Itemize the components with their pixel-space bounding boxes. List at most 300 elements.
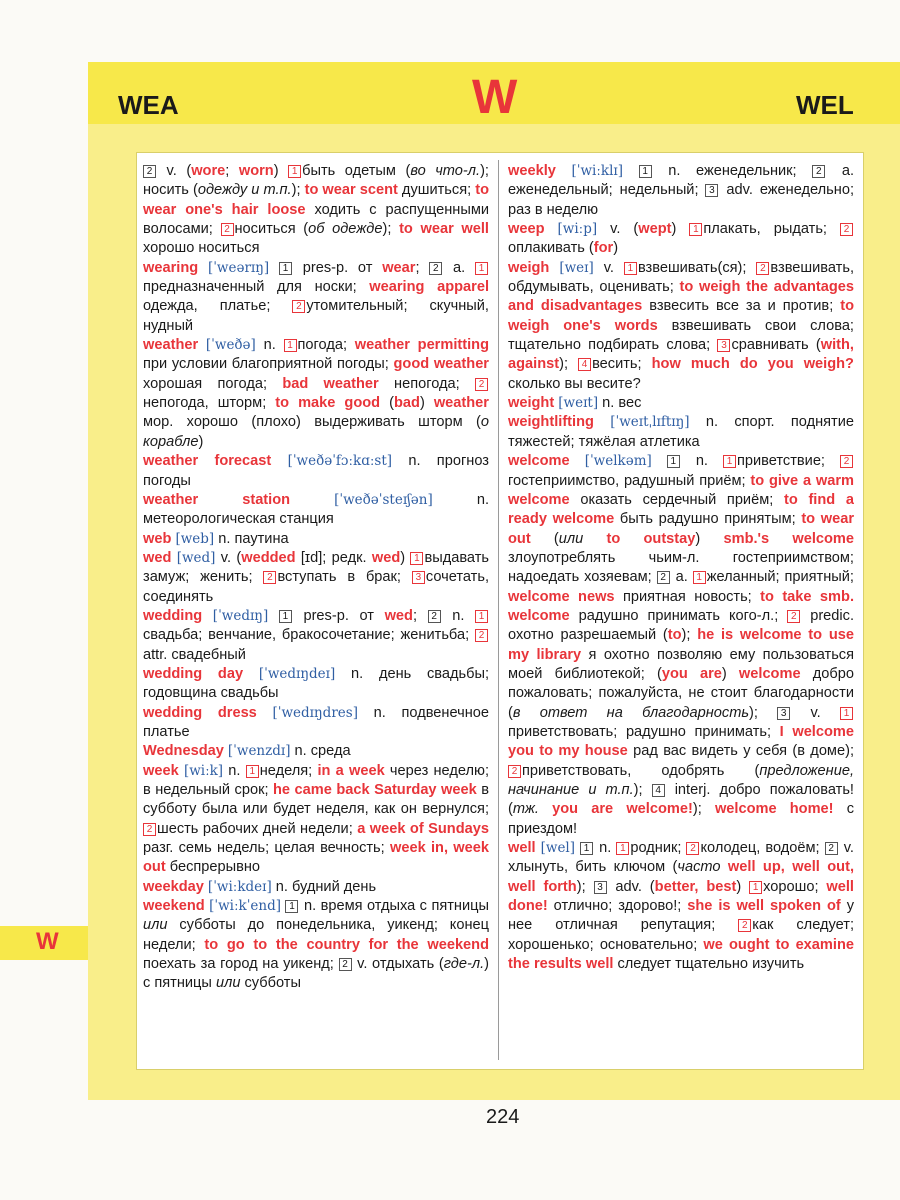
entry-text: ); xyxy=(576,878,594,895)
entry-text: ) xyxy=(695,530,724,547)
transcription: [weɪt] xyxy=(558,395,599,412)
example-phrase: to make good xyxy=(275,395,381,412)
example-phrase: wed xyxy=(384,607,413,624)
entry-text xyxy=(623,163,639,179)
sense-number: 2 xyxy=(429,262,442,275)
headword: weep xyxy=(508,221,545,238)
sense-number: 1 xyxy=(693,571,706,584)
example-phrase: to outstay xyxy=(606,530,696,547)
dictionary-entry xyxy=(508,394,854,413)
transcription: [ˈwedɪŋdres] xyxy=(272,704,358,721)
headword: weekend xyxy=(143,898,205,915)
transcription: [ˈweɪtˌlɪftɪŋ] xyxy=(610,414,690,431)
example-phrase: welcome xyxy=(738,665,801,682)
entry-text: в субботу была или будет неделя, как он вернулся; xyxy=(143,782,489,818)
entry-text: оказать сердечный приём; xyxy=(569,491,784,508)
sense-number: 1 xyxy=(475,262,488,275)
italic-note: тж. xyxy=(512,801,539,818)
entry-text: a. еженедельный; недельный; xyxy=(508,163,854,199)
italic-note: одежду и т.п. xyxy=(197,182,292,199)
headword: weather forecast xyxy=(143,453,272,470)
entry-text xyxy=(583,531,606,547)
sense-number: 1 xyxy=(840,707,853,720)
transcription: [weɪ] xyxy=(559,259,594,276)
example-phrase: well up, well out, well forth xyxy=(508,859,854,895)
entry-text: ) xyxy=(613,240,619,257)
sense-number: 4 xyxy=(652,784,665,797)
example-phrase: weather permitting xyxy=(354,337,489,354)
italic-note: в ответ на благодарность xyxy=(512,704,750,721)
sense-number: 1 xyxy=(723,455,736,468)
italic-note: или xyxy=(215,975,241,992)
sense-number: 1 xyxy=(288,165,301,178)
entry-text: n. xyxy=(223,762,246,779)
entry-text: ) xyxy=(721,665,739,682)
dictionary-entry xyxy=(143,491,489,530)
entry-text: v. отдыхать ( xyxy=(352,956,444,973)
entry-text: с приездом! xyxy=(508,801,854,837)
headword: wedding day xyxy=(143,665,244,682)
entry-text: v. xyxy=(593,259,624,276)
headword: wed xyxy=(143,549,172,566)
entry-text: душиться; xyxy=(397,182,476,199)
example-phrase: bad xyxy=(393,395,420,412)
entry-text: быть одетым ( xyxy=(302,163,411,179)
entry-text: ); xyxy=(692,801,715,818)
sense-number: 2 xyxy=(508,765,521,778)
entry-text: хорошо носиться xyxy=(143,240,260,257)
entry-text: мор. хорошо (плохо) выдерживать шторм ( xyxy=(143,414,481,431)
sense-number: 2 xyxy=(840,455,853,468)
headword: weigh xyxy=(508,259,550,276)
transcription: [wel] xyxy=(540,840,576,857)
sense-number: 2 xyxy=(756,262,769,275)
example-phrase: bad weather xyxy=(282,375,379,392)
headword: wearing xyxy=(143,259,199,276)
entry-text: гостеприимство, радушный приём; xyxy=(508,472,751,489)
entry-text xyxy=(545,221,558,237)
sense-number: 1 xyxy=(475,610,488,623)
sense-number: 2 xyxy=(738,919,751,932)
example-phrase: to take smb. welcome xyxy=(508,588,854,624)
entry-text: свадьба; венчание, бракосочетание; женитьба; xyxy=(143,627,475,644)
example-phrase: smb.'s welcome xyxy=(723,530,854,547)
headword: welcome xyxy=(508,453,570,470)
entry-text: ); xyxy=(633,782,652,798)
entry-text: ); xyxy=(681,627,698,644)
right-column xyxy=(508,162,854,974)
page-number: 224 xyxy=(486,1106,520,1128)
transcription: [ˈweərɪŋ] xyxy=(207,259,270,276)
entry-text: ); xyxy=(559,356,579,373)
dictionary-entry xyxy=(143,549,489,607)
italic-note: о корабле xyxy=(143,414,489,450)
entry-text: при условии благоприятной погоды; xyxy=(143,356,394,373)
sense-number: 2 xyxy=(787,610,800,623)
headword: wedding dress xyxy=(143,704,257,721)
entry-text: весить; xyxy=(592,356,652,373)
example-phrase: to wear one's hair loose xyxy=(143,182,489,218)
headword: weekly xyxy=(508,163,556,179)
sense-number: 1 xyxy=(279,610,292,623)
sense-number: 1 xyxy=(246,765,259,778)
transcription: [ˈweðəˈsteɪʃən] xyxy=(334,491,433,508)
dictionary-entry xyxy=(508,259,854,394)
transcription: [ˈweðə] xyxy=(205,337,256,354)
entry-text xyxy=(570,453,585,469)
entry-text: носиться ( xyxy=(234,221,309,238)
example-phrase: how much do you weigh? xyxy=(651,356,854,373)
headword: week xyxy=(143,762,179,779)
entry-text: приветствовать; радушно принимать; xyxy=(508,723,780,740)
sense-number: 1 xyxy=(580,842,593,855)
italic-note: во что-л. xyxy=(410,163,481,179)
entry-text: a. xyxy=(670,569,693,586)
dictionary-entry xyxy=(143,607,489,665)
entry-text: ) xyxy=(736,878,750,895)
sense-number: 3 xyxy=(412,571,425,584)
entry-text: attr. свадебный xyxy=(143,646,246,663)
entry-text: adv. ( xyxy=(607,878,655,895)
entry-text: приветствие; xyxy=(737,453,841,470)
dictionary-entry xyxy=(143,704,489,743)
entry-text: ( xyxy=(530,530,559,547)
transcription: [ˈwedɪŋdeɪ] xyxy=(258,665,336,682)
italic-note: предложение, начинание и т.п. xyxy=(508,762,854,798)
entry-text: ) xyxy=(671,221,690,238)
entry-text: погода; xyxy=(297,337,355,354)
entry-text xyxy=(202,608,213,624)
dictionary-entry xyxy=(508,413,854,452)
sense-number: 1 xyxy=(284,339,297,352)
entry-text xyxy=(198,337,206,353)
entry-text: неделя; xyxy=(259,762,318,779)
transcription: [ˈwedɪŋ] xyxy=(212,607,269,624)
entry-text xyxy=(243,666,259,682)
entry-text: беспрерывно xyxy=(165,859,261,876)
sense-number: 1 xyxy=(616,842,629,855)
entry-text xyxy=(269,260,279,276)
example-phrase: to find a ready welcome xyxy=(508,491,854,528)
example-phrase: well done! xyxy=(508,878,854,915)
column-divider xyxy=(498,160,499,1060)
entry-text: v. ( xyxy=(597,221,639,238)
entry-text: взвесить все за и против; xyxy=(642,298,841,315)
sense-number: 1 xyxy=(639,165,652,178)
dictionary-entry xyxy=(143,878,489,897)
example-phrase: welcome news xyxy=(508,588,615,605)
entry-text: сравнивать ( xyxy=(731,337,821,354)
headword: weight xyxy=(508,395,555,412)
entry-text: колодец, водоём; xyxy=(700,840,825,857)
dictionary-entry xyxy=(143,162,489,259)
entry-text: взвешивать, обдумывать, оценивать; xyxy=(508,259,854,296)
entry-text: n. метеорологическая станция xyxy=(143,491,489,528)
entry-text: ; xyxy=(225,163,239,179)
example-phrase: weather xyxy=(433,395,489,412)
entry-text: следует тщательно изучить xyxy=(613,956,805,973)
entry-text: хорошая погода; xyxy=(143,375,283,392)
entry-text: ); xyxy=(382,221,400,238)
example-phrase: wearing apparel xyxy=(369,279,489,296)
entry-text: [ɪd]; редк. xyxy=(295,549,372,566)
entry-text: взвешивать(ся); xyxy=(637,259,757,276)
example-phrase: he is welcome to use my library xyxy=(508,627,854,663)
entry-text: predic. охотно разрешаемый ( xyxy=(508,607,854,644)
right-guide-word: WEL xyxy=(796,90,854,120)
entry-text: pres-p. от xyxy=(292,607,385,624)
transcription: [ˈwiːkdeɪ] xyxy=(207,878,272,895)
sense-number: 4 xyxy=(578,358,591,371)
example-phrase: with, against xyxy=(508,337,854,373)
entry-text: a. xyxy=(443,259,475,276)
entry-text: ); носить ( xyxy=(143,163,489,199)
entry-text: непогода; xyxy=(378,375,475,392)
entry-text: n. xyxy=(594,840,617,857)
example-phrase: for xyxy=(593,240,614,257)
headword: weather station xyxy=(143,491,291,508)
entry-text: ) xyxy=(198,433,204,450)
entry-text: n. день свадьбы; годовщина свадьбы xyxy=(143,665,489,702)
entry-text: сочетать, соединять xyxy=(143,569,489,605)
transcription: [wed] xyxy=(176,549,216,566)
sense-number: 1 xyxy=(285,900,298,913)
headword: well xyxy=(508,840,536,857)
entry-text xyxy=(257,705,273,721)
sense-number: 1 xyxy=(667,455,680,468)
entry-text: interj. добро пожаловать! ( xyxy=(508,782,854,818)
entry-text xyxy=(549,260,559,276)
entry-text: n. спорт. поднятие тяжестей; тяжёлая атлетика xyxy=(508,414,854,450)
dictionary-entry xyxy=(143,452,489,491)
entry-text xyxy=(720,859,727,875)
example-phrase: you are welcome! xyxy=(552,801,693,818)
italic-note: об одежде xyxy=(308,221,383,238)
sense-number: 2 xyxy=(686,842,699,855)
entry-text: у нее отличная репутация; xyxy=(508,898,854,934)
entry-text: субботы xyxy=(240,975,301,992)
entry-text: приятная новость; xyxy=(614,588,761,605)
entry-text xyxy=(268,608,279,624)
entry-text: одежда, платье; xyxy=(143,298,293,315)
entry-text: ) с пятницы xyxy=(143,956,489,992)
entry-text: сколько вы весите? xyxy=(508,375,641,392)
entry-text: v. хлынуть, бить ключом ( xyxy=(508,840,854,876)
entry-text: вступать в брак; xyxy=(277,569,412,586)
section-letter: W xyxy=(472,71,518,124)
sense-number: 2 xyxy=(825,842,838,855)
entry-text: v. ( xyxy=(157,163,192,179)
entry-text: n. вес xyxy=(598,395,642,412)
entry-text: желанный; приятный; xyxy=(706,569,854,586)
entry-text: ) xyxy=(400,549,411,566)
headword: weekday xyxy=(143,878,204,895)
dictionary-entry xyxy=(143,665,489,704)
entry-text: приветствовать, одобрять ( xyxy=(522,762,760,779)
example-phrase: she is well spoken of xyxy=(687,898,841,915)
entry-text: выдавать замуж; женить; xyxy=(143,549,489,586)
entry-text: хорошо; xyxy=(763,878,827,895)
headword: weightlifting xyxy=(508,414,594,431)
entry-text: поехать за город на уикенд; xyxy=(143,956,339,973)
sense-number: 3 xyxy=(705,184,718,197)
italic-note: часто xyxy=(677,859,721,876)
entry-text: n. время отдыха с пятницы xyxy=(299,898,489,915)
entry-text xyxy=(652,453,667,469)
dictionary-entry xyxy=(143,742,489,761)
entry-text: ходить с распущенными волосами; xyxy=(143,201,489,238)
example-phrase: welcome home! xyxy=(714,801,834,818)
example-phrase: to weigh one's words xyxy=(508,298,854,334)
sense-number: 2 xyxy=(475,378,488,391)
entry-text: ; xyxy=(415,259,430,276)
entry-text: n. подвенечное платье xyxy=(143,704,489,740)
entry-text: быть радушно принятым; xyxy=(614,511,802,528)
entry-text: добро пожаловать; пожалуйста, не стоит благодарности ( xyxy=(508,665,854,721)
transcription: [ˈwelkəm] xyxy=(584,453,652,470)
transcription: [wiːp] xyxy=(557,221,598,238)
entry-text: утомительный; скучный, нудный xyxy=(143,298,489,334)
transcription: [ˈweðəˈfɔːkɑːst] xyxy=(287,453,393,470)
transcription: [ˈwenzdɪ] xyxy=(227,743,291,760)
italic-note: или xyxy=(558,530,584,547)
entry-text: n. среда xyxy=(290,743,351,760)
sense-number: 1 xyxy=(624,262,637,275)
entry-text: разг. семь недель; целая вечность; xyxy=(143,840,390,857)
entry-text: ; xyxy=(412,607,428,624)
example-phrase: worn xyxy=(238,163,274,179)
example-phrase: wore xyxy=(191,163,226,179)
entry-text: n. xyxy=(255,337,284,354)
dictionary-entry xyxy=(143,762,489,878)
transcription: [web] xyxy=(175,530,215,547)
example-phrase: wear xyxy=(382,259,416,276)
left-guide-word: WEA xyxy=(118,90,179,120)
side-tab-letter: W xyxy=(36,928,59,955)
example-phrase: wed xyxy=(371,549,401,566)
entry-text xyxy=(271,453,287,469)
sense-number: 3 xyxy=(594,881,607,894)
example-phrase: he came back Saturday week xyxy=(273,782,477,798)
dictionary-entry xyxy=(508,220,854,259)
entry-text: как следует; хорошенько; основательно; xyxy=(508,917,854,953)
headword: wedding xyxy=(143,607,203,624)
sense-number: 2 xyxy=(339,958,352,971)
entry-text: субботы до понедельника, уикенд; конец недели; xyxy=(143,917,489,953)
sense-number: 2 xyxy=(475,629,488,642)
example-phrase: a week of Sundays xyxy=(357,820,489,837)
example-phrase: week in, week out xyxy=(143,840,489,876)
example-phrase: wept xyxy=(638,221,672,238)
entry-text xyxy=(290,492,334,508)
headword: weather xyxy=(143,337,199,354)
example-phrase: to xyxy=(667,627,682,644)
entry-text: оплакивать ( xyxy=(508,240,594,257)
dictionary-entry xyxy=(508,452,854,839)
example-phrase: you are xyxy=(661,665,722,682)
example-phrase: to give a warm welcome xyxy=(508,472,854,508)
example-phrase: I welcome you to my house xyxy=(508,723,854,760)
entry-text: родник; xyxy=(630,840,687,857)
entry-text: радушно принимать кого-л.; xyxy=(569,607,788,624)
entry-text xyxy=(198,260,208,276)
entry-text: pres-p. от xyxy=(292,259,383,276)
entry-text: n. xyxy=(680,453,724,470)
example-phrase: in a week xyxy=(317,762,385,779)
example-phrase: better, best xyxy=(654,878,737,895)
sense-number: 1 xyxy=(279,262,292,275)
dictionary-entry xyxy=(508,839,854,974)
sense-number: 2 xyxy=(812,165,825,178)
transcription: [ˈwiːkˈend] xyxy=(209,898,282,915)
entry-text: ) xyxy=(273,163,289,179)
sense-number: 2 xyxy=(221,223,234,236)
dictionary-entry xyxy=(143,336,489,452)
example-phrase: to wear well xyxy=(399,221,489,238)
entry-text: ) xyxy=(419,395,434,412)
entry-text: adv. еженедельно; раз в неделю xyxy=(508,182,854,218)
entry-text: злоупотреблять чьим-л. гостеприимством; надоедать хозяевам; xyxy=(508,549,854,586)
italic-note: или xyxy=(143,917,168,934)
entry-text: через неделю; в недельный срок; xyxy=(143,762,489,798)
example-phrase: to weigh the advantages and disadvantages xyxy=(508,279,854,315)
entry-text: n. прогноз погоды xyxy=(143,453,489,489)
entry-text: я охотно позволяю ему пользоваться моей библиотекой; ( xyxy=(508,646,854,682)
sense-number: 2 xyxy=(292,300,305,313)
sense-number: 1 xyxy=(749,881,762,894)
entry-text: предназначенный для носки; xyxy=(143,279,370,296)
entry-text xyxy=(556,163,572,179)
entry-text: шесть рабочих дней недели; xyxy=(157,820,358,837)
entry-text: рад вас видеть у себя (в доме); xyxy=(627,743,854,760)
entry-text: непогода, шторм; xyxy=(143,395,276,412)
italic-note: где-л. xyxy=(443,956,485,973)
headword: web xyxy=(143,530,172,547)
example-phrase: wedded xyxy=(241,549,296,566)
sense-number: 2 xyxy=(657,571,670,584)
sense-number: 2 xyxy=(143,823,156,836)
dictionary-entry xyxy=(143,897,489,994)
entry-text xyxy=(594,414,610,430)
sense-number: 1 xyxy=(410,552,423,565)
entry-text xyxy=(539,801,552,817)
dictionary-entry xyxy=(143,530,489,549)
entry-text: ); xyxy=(749,704,778,721)
entry-text: отлично; здорово!; xyxy=(547,898,688,915)
entry-text: n. еженедельник; xyxy=(652,163,813,179)
dictionary-entry xyxy=(143,259,489,336)
example-phrase: to wear out xyxy=(508,511,854,547)
entry-text: n. паутина xyxy=(214,530,289,547)
entry-text: плакать, рыдать; xyxy=(703,221,840,238)
entry-text: n. будний день xyxy=(271,878,377,895)
entry-text: взвешивать свои слова; тщательно подбирать слова; xyxy=(508,317,854,354)
example-phrase: good weather xyxy=(393,356,489,373)
entry-text: ); xyxy=(291,182,305,199)
example-phrase: we ought to examine the results well xyxy=(508,936,854,973)
headword: Wednesday xyxy=(143,743,224,760)
sense-number: 3 xyxy=(777,707,790,720)
left-column xyxy=(143,162,489,994)
transcription: [wiːk] xyxy=(183,762,224,779)
entry-text: n. xyxy=(441,607,475,624)
sense-number: 2 xyxy=(428,610,441,623)
entry-text: v. ( xyxy=(215,549,242,566)
entry-text: v. xyxy=(791,704,840,721)
sense-number: 1 xyxy=(689,223,702,236)
entry-text: ( xyxy=(380,395,394,412)
example-phrase: to wear scent xyxy=(304,182,398,199)
